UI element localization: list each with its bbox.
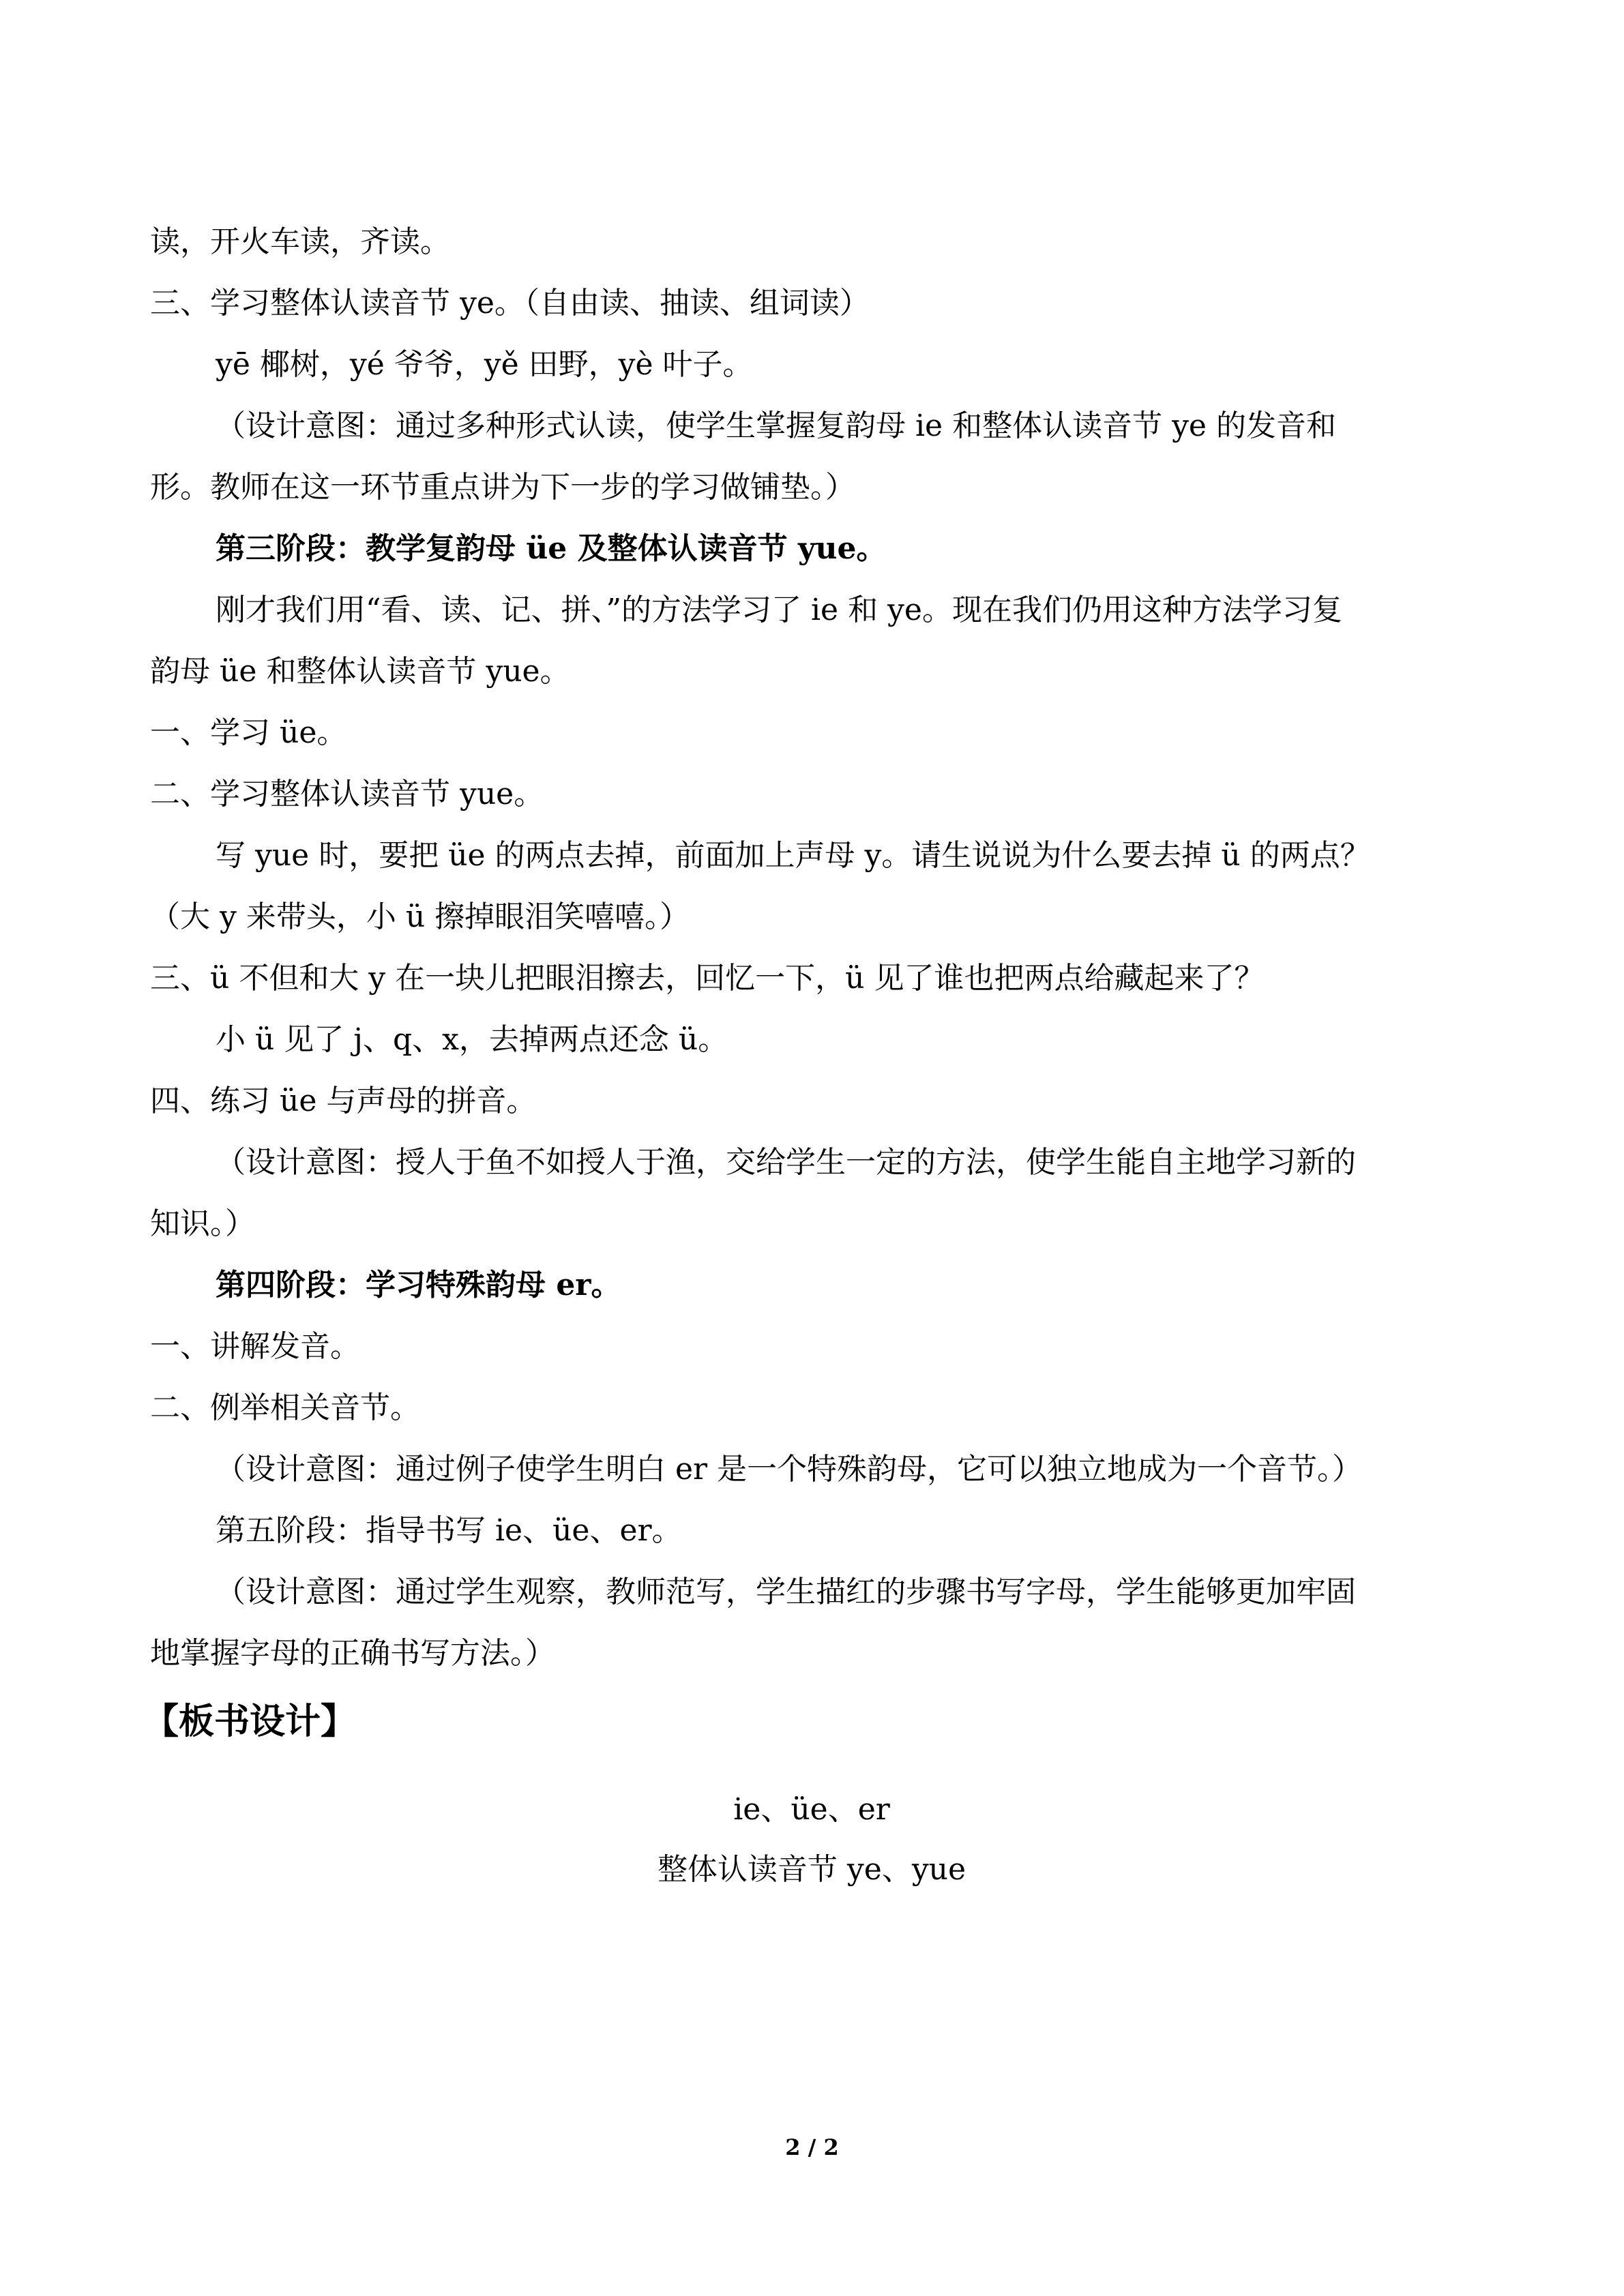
board-line-1: ie、üe、er	[733, 1792, 890, 1827]
text-line: 一、学习 üe。	[150, 715, 347, 750]
text-line: 二、学习整体认读音节 yue。	[150, 777, 544, 811]
text-line: 地掌握字母的正确书写方法。）	[150, 1636, 555, 1671]
text-line: 三、ü 不但和大 y 在一块儿把眼泪擦去，回忆一下，ü 见了谁也把两点给藏起来了？	[150, 961, 1265, 996]
text-line: 写 yue 时，要把 üe 的两点去掉，前面加上声母 y。请生说说为什么要去掉 ü 的两点？	[216, 838, 1370, 873]
board-line-2: 整体认读音节 ye、yue	[657, 1852, 966, 1887]
text-line: （设计意图：通过学生观察，教师范写，学生描红的步骤书写字母，学生能够更加牢固	[216, 1575, 1356, 1609]
text-line: yē 椰树，yé 爷爷，yě 田野，yè 叶子。	[216, 347, 753, 382]
text-line: 读，开火车读，齐读。	[150, 224, 450, 259]
text-line: （设计意图：通过例子使学生明白 er 是一个特殊韵母，它可以独立地成为一个音节。）	[216, 1452, 1363, 1487]
text-line: 知识。）	[150, 1206, 255, 1241]
text-line: 三、学习整体认读音节 ye。（自由读、抽读、组词读）	[150, 286, 870, 320]
text-line: 韵母 üe 和整体认读音节 yue。	[150, 654, 570, 689]
text-line: 二、例举相关音节。	[150, 1390, 420, 1425]
page-number: 2 / 2	[785, 2134, 839, 2160]
text-line: （大 y 来带头，小 ü 擦掉眼泪笑嘻嘻。）	[150, 899, 690, 934]
text-line: 四、练习 üe 与声母的拼音。	[150, 1084, 537, 1118]
document-body	[143, 211, 1473, 1900]
paragraph-lines	[150, 211, 1473, 1684]
text-line: 小 ü 见了 j、q、x，去掉两点还念 ü。	[216, 1022, 728, 1057]
text-line: 第五阶段：指导书写 ie、üe、er。	[216, 1513, 682, 1548]
section-heading: 【板书设计】	[143, 1701, 357, 1742]
text-line: 第三阶段：教学复韵母 üe 及整体认读音节 yue。	[216, 531, 887, 566]
text-line: 第四阶段：学习特殊韵母 er。	[216, 1268, 621, 1302]
text-line: 一、讲解发音。	[150, 1329, 360, 1364]
text-line: （设计意图：通过多种形式认读，使学生掌握复韵母 ie 和整体认读音节 ye 的发音和	[216, 408, 1336, 443]
text-line: 形。教师在这一环节重点讲为下一步的学习做铺垫。）	[150, 470, 855, 505]
text-line: 刚才我们用“看、读、记、拼、”的方法学习了 ie 和 ye。现在我们仍用这种方法学习复	[216, 593, 1342, 627]
text-line: （设计意图：授人于鱼不如授人于渔，交给学生一定的方法，使学生能自主地学习新的	[216, 1145, 1356, 1180]
